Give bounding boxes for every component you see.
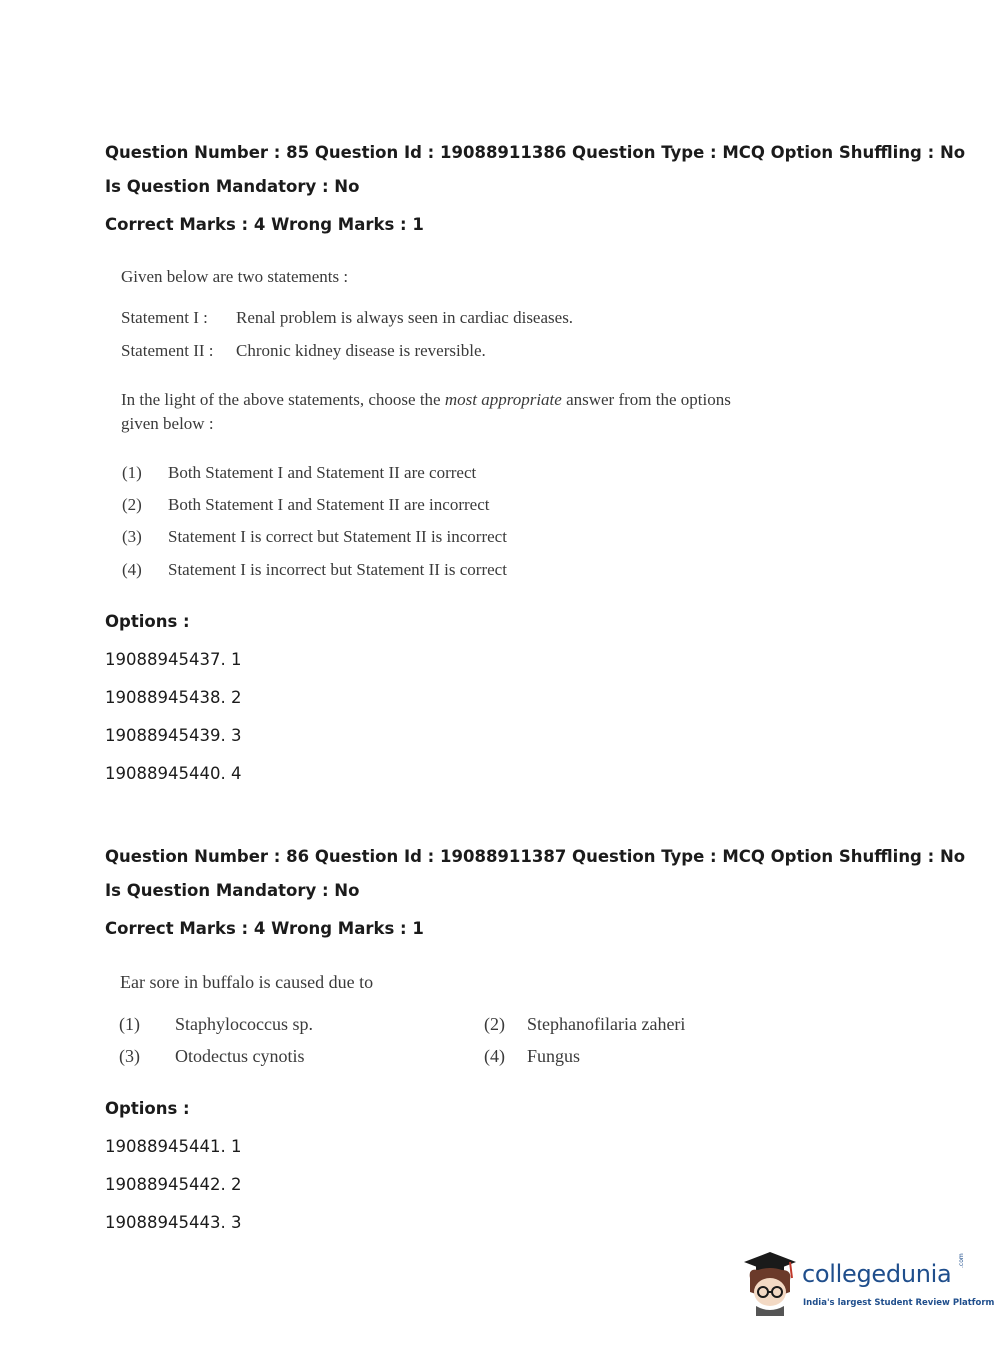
choice-number: (1) [119,1014,140,1034]
question-85-prompt-line2: given below : [121,414,214,433]
choice-text: Staphylococcus sp. [175,1014,313,1034]
question-86-mandatory: Is Question Mandatory : No [105,881,360,900]
choice-number: (2) [122,495,142,514]
question-85-mandatory: Is Question Mandatory : No [105,177,360,196]
options-heading: Options : [105,1099,190,1118]
collegedunia-logo[interactable] [740,1248,995,1320]
statement-2-text: Chronic kidney disease is reversible. [236,341,486,360]
choice-text: Stephanofilaria zaheri [527,1014,686,1034]
choice-number: (4) [484,1046,505,1066]
logo-dotcom: .com [958,1253,965,1268]
question-85-prompt [121,390,731,410]
statement-1-text: Renal problem is always seen in cardiac diseases. [236,308,574,327]
statement-2-label: Statement II : [121,341,214,360]
option-id-line: 19088945438. 2 [105,688,242,707]
choice-number: (4) [122,560,142,579]
logo-wordmark: collegedunia [802,1260,952,1288]
choice-text: Fungus [527,1046,581,1066]
prompt-part-1: In the light of the above statements, choose the [121,390,441,409]
question-85-header: Question Number : 85 Question Id : 19088911386 Question Type : MCQ Option Shuffling : No [105,143,966,162]
choice-text: Statement I is correct but Statement II is incorrect [168,527,507,546]
choice-text: Both Statement I and Statement II are correct [168,463,477,482]
question-86-text: Ear sore in buffalo is caused due to [120,972,374,992]
graduate-mascot-icon [740,1248,800,1316]
choice-text: Statement I is incorrect but Statement II is correct [168,560,507,579]
choice-number: (2) [484,1014,505,1034]
question-86-header: Question Number : 86 Question Id : 19088911387 Question Type : MCQ Option Shuffling : No [105,847,966,866]
prompt-part-2: answer from the options [566,390,731,409]
option-id-line: 19088945437. 1 [105,650,242,669]
question-85-intro: Given below are two statements : [121,267,349,286]
prompt-emphasis: most appropriate [444,390,562,409]
options-heading: Options : [105,612,190,631]
question-85-marks: Correct Marks : 4 Wrong Marks : 1 [105,215,424,234]
option-id-line: 19088945440. 4 [105,764,242,783]
logo-tagline: India's largest Student Review Platform [803,1298,995,1308]
choice-number: (3) [122,527,142,546]
choice-number: (3) [119,1046,140,1066]
option-id-line: 19088945442. 2 [105,1175,242,1194]
option-id-line: 19088945441. 1 [105,1137,242,1156]
option-id-line: 19088945439. 3 [105,726,242,745]
choice-number: (1) [122,463,142,482]
option-id-line: 19088945443. 3 [105,1213,242,1232]
choice-text: Both Statement I and Statement II are incorrect [168,495,490,514]
statement-1-label: Statement I : [121,308,208,327]
choice-text: Otodectus cynotis [175,1046,305,1066]
question-86-marks: Correct Marks : 4 Wrong Marks : 1 [105,919,424,938]
